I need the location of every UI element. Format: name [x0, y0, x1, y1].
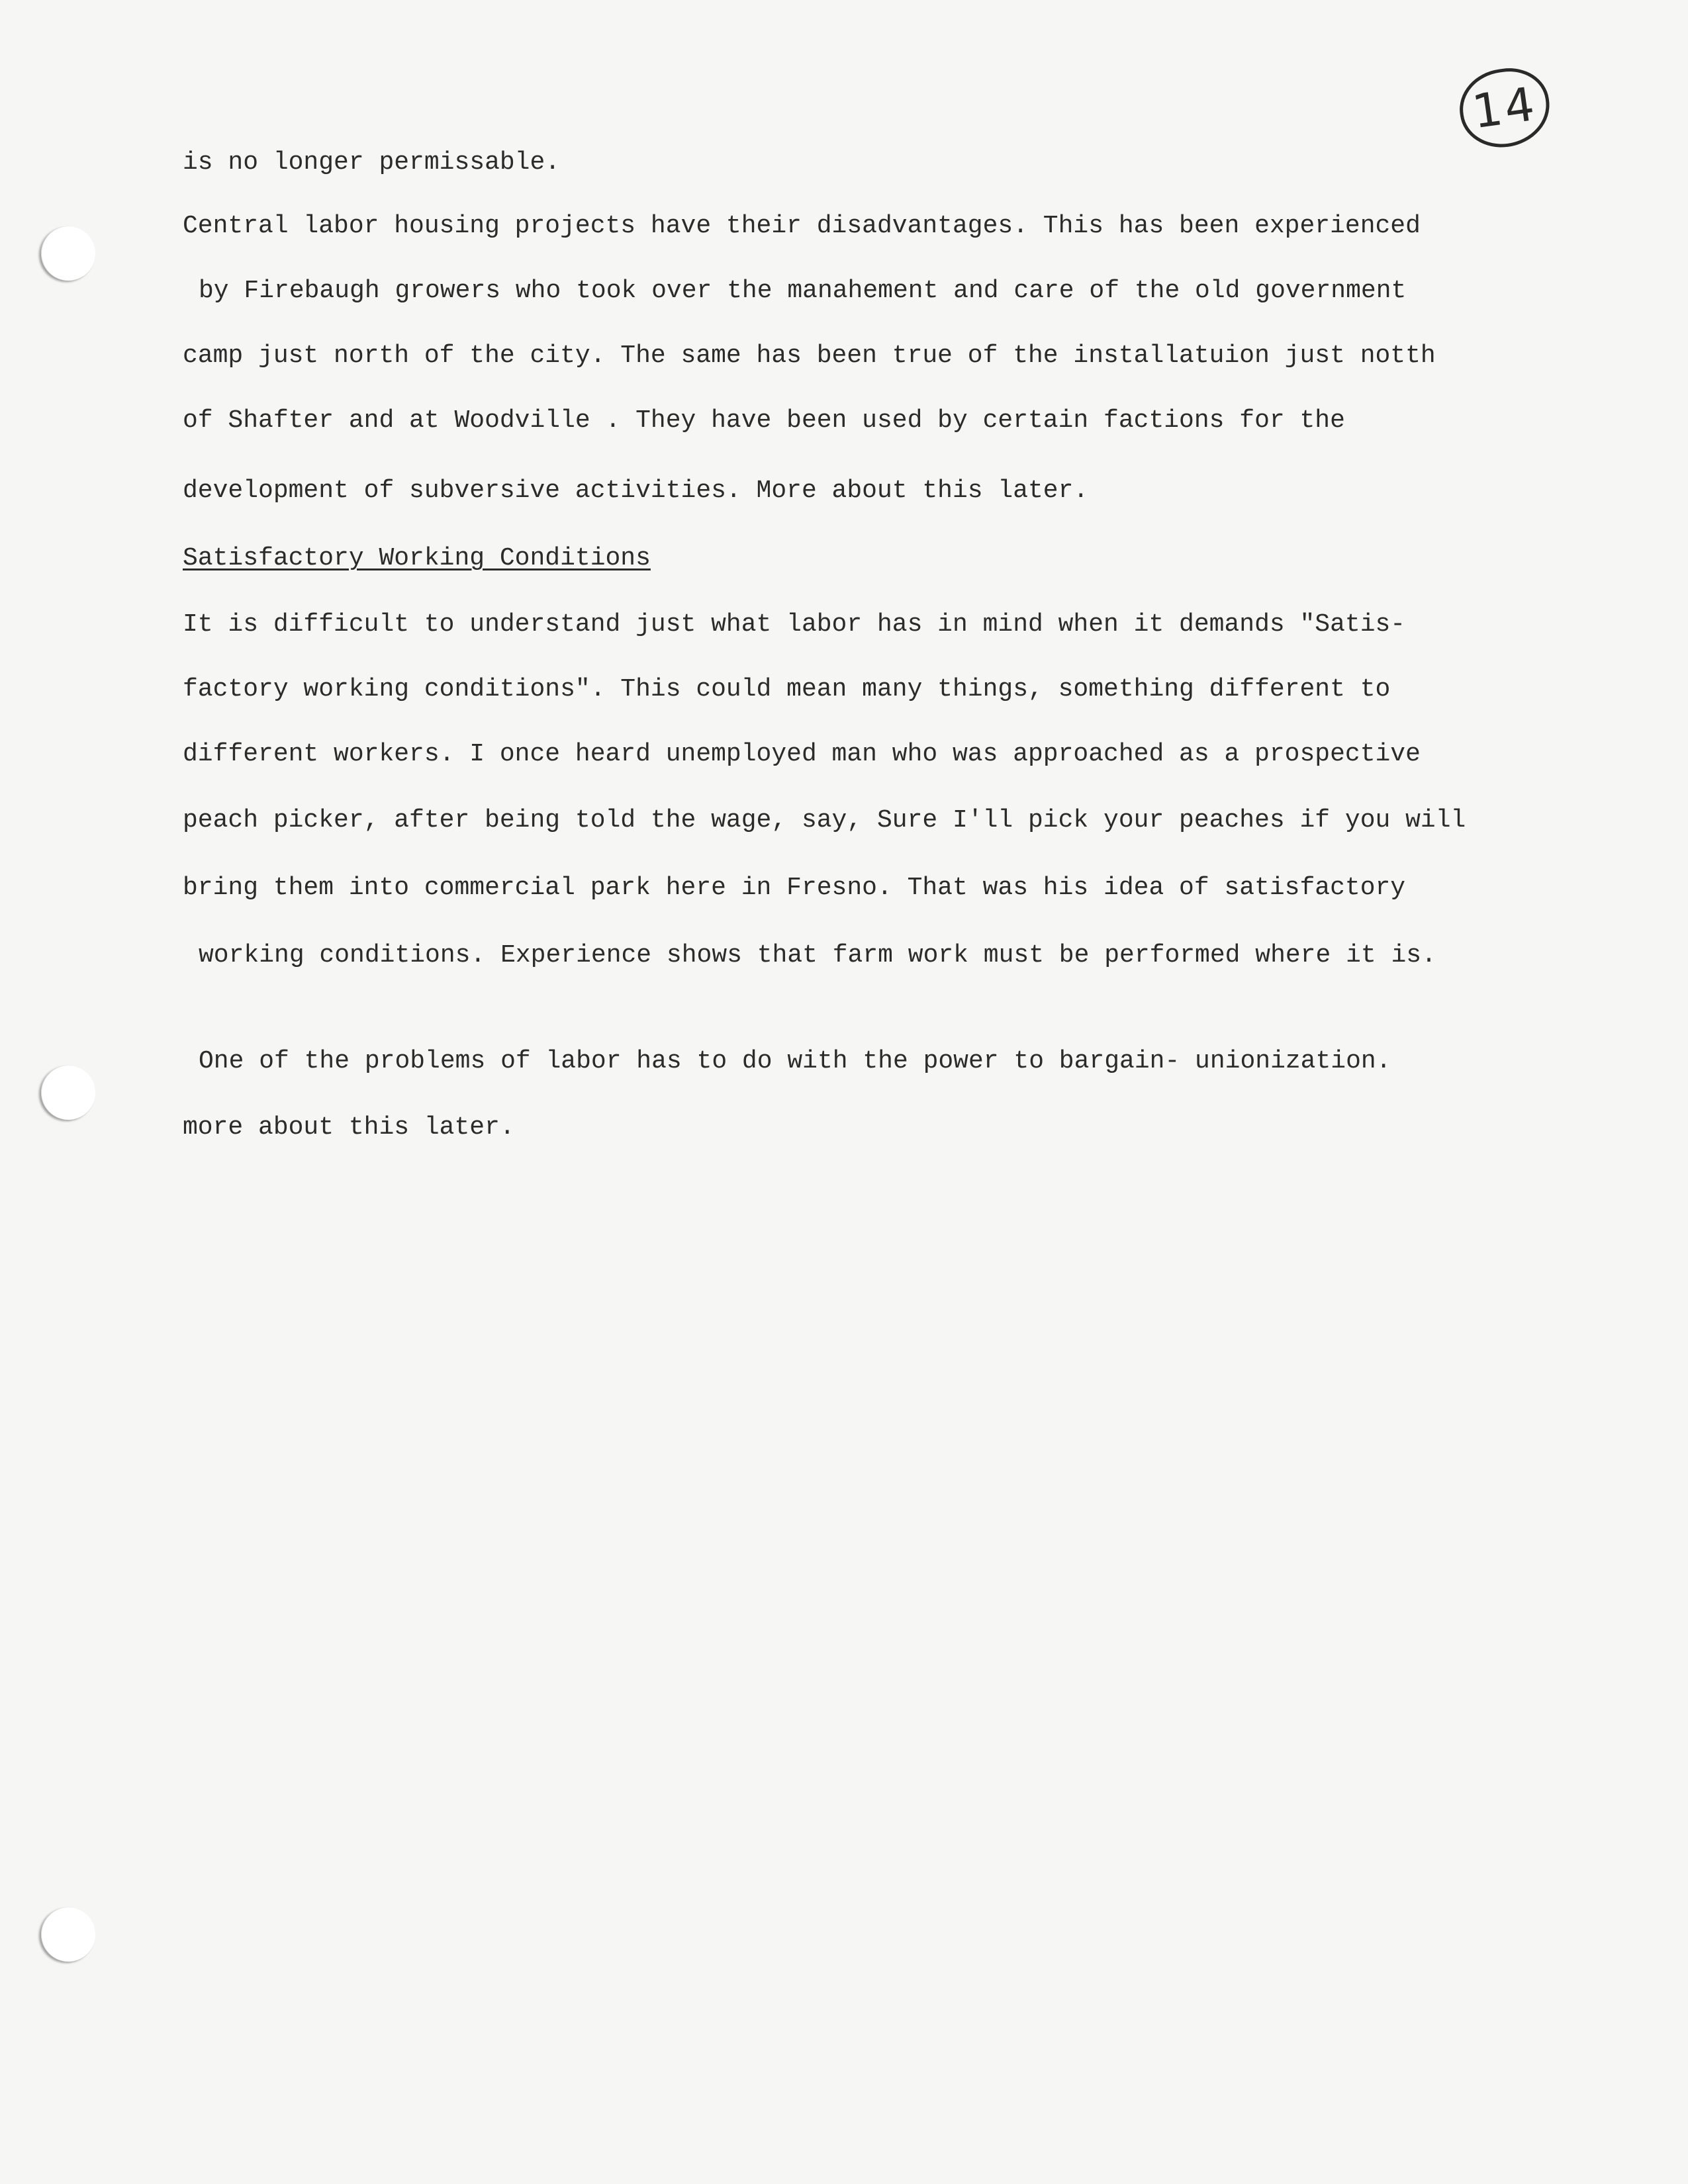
handwritten-page-number: 14 [1454, 63, 1554, 153]
text-line-12: bring them into commercial park here in Fresno. That was his idea of satisfactory [183, 874, 1406, 902]
section-heading: Satisfactory Working Conditions [183, 544, 651, 572]
text-line-10: different workers. I once heard unemployed man who was approached as a prospective [183, 740, 1421, 768]
text-line-3: by Firebaugh growers who took over the manahement and care of the old government [199, 277, 1407, 305]
text-line-9: factory working conditions". This could mean many things, something different to [183, 675, 1391, 704]
text-line-6: development of subversive activities. More about this later. [183, 477, 1089, 505]
punch-hole-middle [41, 1066, 95, 1120]
text-line-11: peach picker, after being told the wage, say, Sure I'll pick your peaches if you will [183, 806, 1466, 835]
punch-hole-top [41, 226, 95, 281]
punch-hole-bottom [41, 1907, 95, 1962]
text-line-2: Central labor housing projects have their disadvantages. This has been experienced [183, 212, 1421, 240]
text-line-8: It is difficult to understand just what labor has in mind when it demands "Satis- [183, 610, 1406, 639]
text-line-4: camp just north of the city. The same has been true of the installatuion just notth [183, 341, 1436, 370]
text-line-13: working conditions. Experience shows that farm work must be performed where it is. [199, 941, 1436, 970]
text-line-5: of Shafter and at Woodville . They have been used by certain factions for the [183, 406, 1345, 435]
text-line-15: more about this later. [183, 1113, 515, 1142]
text-line-1: is no longer permissable. [183, 148, 561, 177]
text-line-14: One of the problems of labor has to do with the power to bargain- unionization. [199, 1047, 1391, 1075]
